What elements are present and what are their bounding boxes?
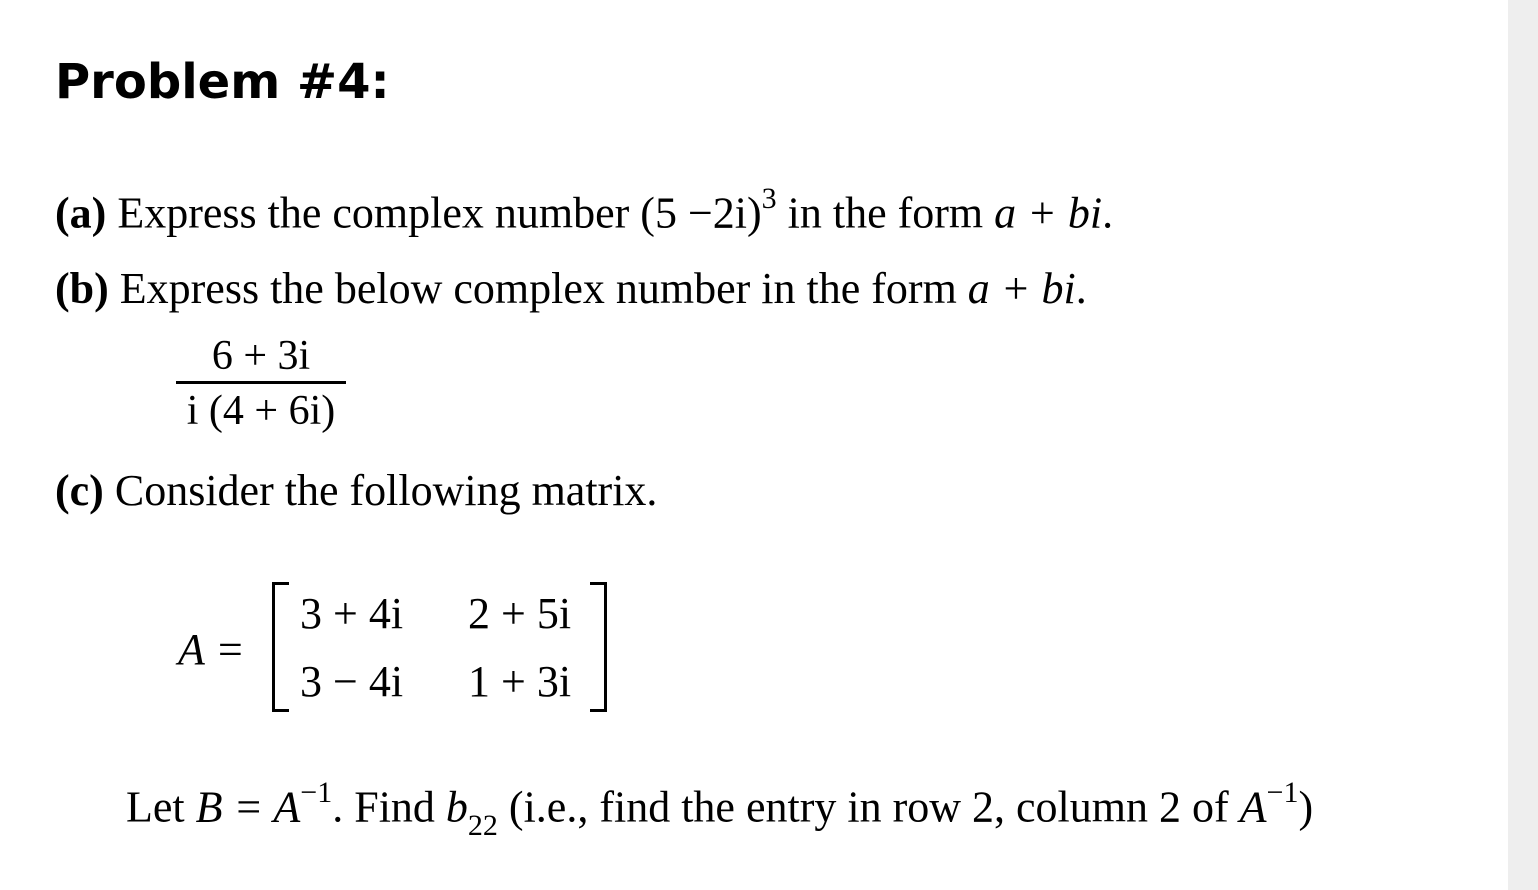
fraction-numerator: 6 + 3i	[211, 333, 311, 379]
instruction-rest: (i.e., find the entry in row 2, column 2 of	[497, 782, 1240, 832]
b-symbol: b	[445, 782, 468, 832]
part-a-label: (a)	[55, 188, 107, 238]
find-text: . Find	[332, 782, 446, 832]
part-c-text: Consider the following matrix.	[114, 466, 658, 515]
part-c-instruction	[126, 776, 1314, 843]
part-a-text: Express the complex number (5 −2i)	[117, 188, 762, 238]
b-subscript: 22	[467, 809, 498, 843]
part-a-end: .	[1102, 188, 1114, 238]
matrix-left-bracket	[272, 582, 289, 712]
part-b-label: (b)	[55, 264, 109, 313]
b-equals-a: B = A	[195, 782, 301, 832]
part-a-line	[55, 182, 1114, 239]
part-a-form: a + bi	[994, 188, 1103, 238]
part-b-line	[55, 263, 1087, 314]
part-b-text: Express the below complex number in the form	[119, 264, 968, 313]
instruction-start: Let	[126, 782, 196, 832]
matrix-cell-2-2: 1 + 3i	[468, 657, 572, 706]
part-a-tail: in the form	[776, 188, 995, 238]
part-b-fraction	[176, 333, 346, 434]
fraction-bar	[176, 381, 346, 384]
part-b-end: .	[1075, 264, 1087, 313]
matrix-right-bracket	[590, 582, 607, 712]
part-c-line	[55, 465, 657, 516]
matrix-cell-2-1: 3 − 4i	[300, 657, 404, 706]
matrix-name: A =	[178, 625, 245, 674]
matrix-cell-1-2: 2 + 5i	[468, 589, 572, 638]
fraction-denominator: i (4 + 6i)	[186, 388, 336, 434]
inverse-exponent: −1	[300, 776, 333, 809]
a-symbol: A	[1239, 782, 1267, 832]
matrix-cell-1-1: 3 + 4i	[300, 589, 404, 638]
part-c-label: (c)	[55, 466, 104, 515]
close-paren: )	[1298, 782, 1314, 832]
inverse-exponent-2: −1	[1266, 776, 1299, 809]
problem-title: Problem #4:	[55, 54, 390, 110]
part-a-exponent: 3	[761, 182, 777, 215]
part-b-form: a + bi	[967, 264, 1076, 313]
right-margin-strip	[1508, 0, 1538, 890]
